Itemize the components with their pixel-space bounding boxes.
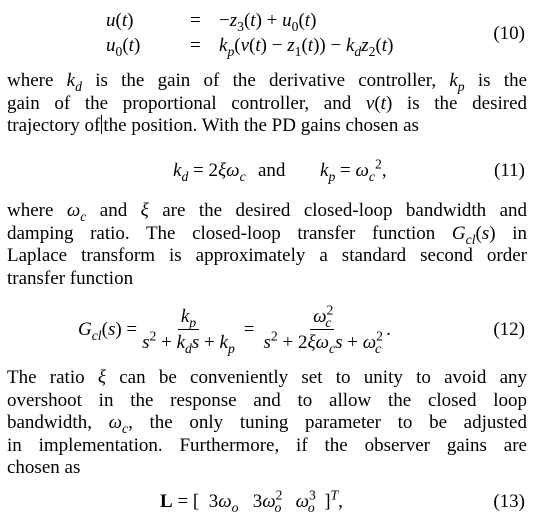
- para3-line2: overshoot in the response and to allow the closed loop: [7, 389, 527, 411]
- para2-line2: damping ratio. The closed-loop transfer function $G_{cl}(s)$ in: [7, 222, 527, 247]
- eq10-number: (10): [493, 23, 525, 44]
- eq11-and: and: [258, 160, 286, 181]
- eq12-eqsign: =: [243, 319, 255, 340]
- eq10-line1: u(t): [106, 10, 134, 31]
- eq12-lhs: $G_{cl}(s)$ =: [78, 319, 138, 343]
- eq11-part2: $k_p = \omega_c^2$,: [320, 156, 387, 184]
- eq10-line2-rhs: $k_p(v(t) - z_1(t)) - k_dz_2(t)$: [219, 35, 394, 59]
- eq12-body: [78, 302, 391, 358]
- para3-line5: chosen as: [7, 457, 81, 478]
- eq12-number: (12): [493, 319, 525, 340]
- equation-11: [0, 156, 535, 186]
- eq10-line1-eqsign: =: [190, 10, 201, 31]
- equation-10: [0, 10, 535, 60]
- para2-line1: where $\omega_c$ and ξ are the desired closed-loop bandwidth and: [7, 200, 527, 224]
- eq12-end: .: [386, 319, 391, 340]
- eq11-number: (11): [494, 160, 525, 181]
- para1-line3-start: trajectory of: [7, 115, 101, 136]
- para1-line2: gain of the proportional controller, and v(t) is the desired: [7, 92, 527, 114]
- para3-line4: in implementation. Furthermore, if the observer gains are: [7, 434, 527, 456]
- paragraph-1: [7, 70, 527, 138]
- paragraph-3: [7, 367, 527, 480]
- eq13-number: (13): [493, 491, 525, 512]
- eq12-fraction-1: $\frac{k_p}{s^2 + k_ds + k_p}$: [142, 306, 235, 356]
- para1-line3: [7, 115, 527, 138]
- para2-line3: Laplace transform is approximately a standard second order: [7, 245, 527, 266]
- para2-line4: transfer function: [7, 267, 134, 289]
- equation-12: [0, 302, 535, 358]
- para1-line3-end: the position. With the PD gains chosen as: [103, 115, 419, 136]
- para1-line1: where $k_d$ is the gain of the derivative controller, $k_p$ is the: [7, 70, 527, 94]
- para3-line3: bandwidth, $\omega_c$, the only tuning parameter to be adjusted: [7, 412, 527, 436]
- eq11-part1: $k_d = 2\xi\omega_c$: [173, 160, 246, 184]
- equation-13: [0, 487, 535, 517]
- eq10-line2-eqsign: =: [190, 35, 201, 56]
- para3-line1: The ratio ξ can be conveniently set to unity to avoid any: [7, 367, 528, 388]
- paragraph-2: [7, 200, 527, 290]
- eq12-fraction-2: $\frac{\omega^2_c}{s^2 + 2\xi\omega_cs + \omega^2_c}$: [263, 302, 384, 356]
- eq10-line2: $u_0(t)$: [106, 35, 141, 59]
- eq10-line1-rhs: $-z_3(t) + u_0(t)$: [219, 10, 317, 34]
- eq13-body: L = [ $3\omega_o$ $3\omega^2_o$ $\omega^3_o$ ]$^T$,: [160, 487, 343, 515]
